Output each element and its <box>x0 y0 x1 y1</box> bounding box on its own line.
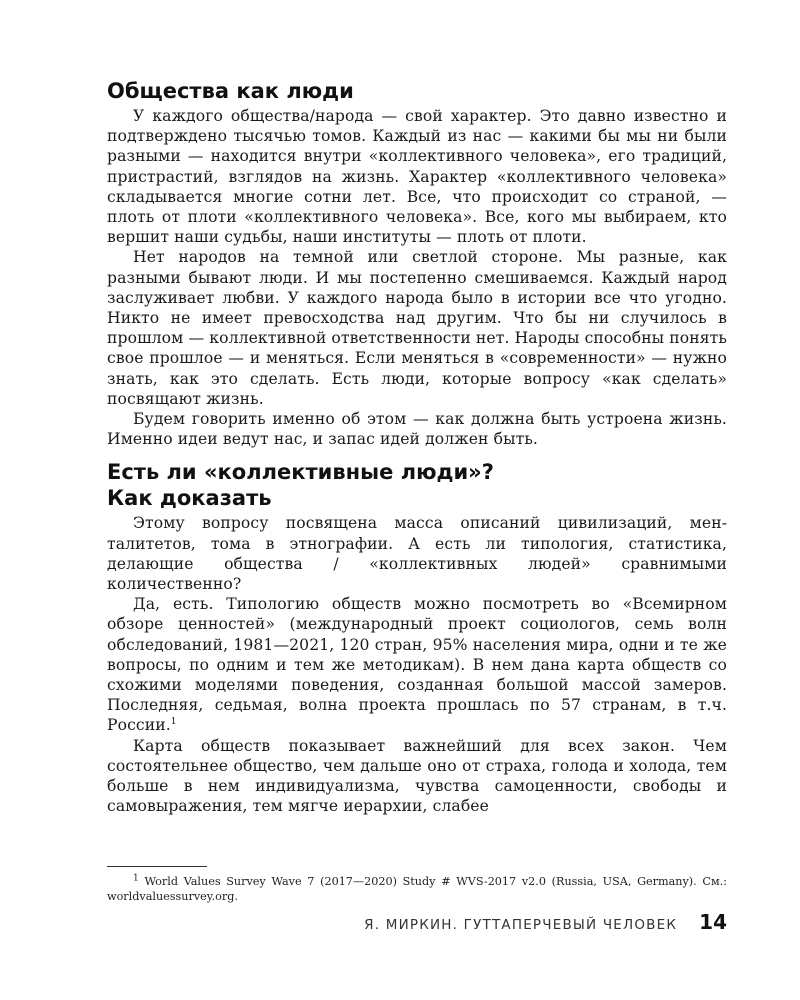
heading-line-2: Как доказать <box>107 486 272 511</box>
paragraph: Карта обществ показывает важнейший для всех закон. Чем состоятельнее общество, чем дальше оно от страха, голода и холода, тем больше в нем индивидуализма, чувства самоценности, свободы и самовыражения, тем мягче иерархии, слабее <box>107 736 727 816</box>
page-body <box>107 78 727 817</box>
footnote-marker: 1 <box>133 873 139 884</box>
footnote-text: World Values Survey Wave 7 (2017—2020) Study # WVS-2017 v2.0 (Russia, USA, Germany). См.: worldvaluessurvey.org. <box>107 875 727 903</box>
paragraph-with-footnote <box>107 594 727 735</box>
running-footer <box>107 910 727 934</box>
footnote <box>107 874 727 904</box>
paragraph: У каждого общества/народа — свой характер. Это давно известно и подтверждено тысячью томов. Каждый из нас — какими бы мы ни были разными — находится внутри «коллективного человека», его традиций, пристрастий, взглядов на жизнь. Характер «коллективного человека» складывается многие сотни лет. Все, что происходит со страной, — плоть от плоти «коллективного человека». Все, кого мы выбираем, кто вершит наши судьбы, наши институты — плоть от плоти. <box>107 107 727 247</box>
footer-book-info <box>364 917 677 933</box>
section-heading-societies-as-people: Общества как люди <box>107 79 354 103</box>
paragraph: Нет народов на темной или светлой стороне. Мы разные, как разными бывают люди. И мы постепенно смешиваемся. Каждый народ заслуживает любви. У каждого народа было в истории все что угодно. Никто не имеет превосходства над другим. Что бы ни случилось в прошлом — коллективной ответственности нет. Народы способны понять свое прошлое — и меняться. Если меняться в «современности» — нужно знать, как это сделать. Есть люди, которые вопросу «как сделать» посвящают жизнь. <box>107 248 727 408</box>
section-heading-collective-people <box>107 459 727 511</box>
paragraph: Этому вопросу посвящена масса описаний цивилизаций, менталитетов, тома в этнографии. А есть ли типология, статистика, делающие общества / «коллективных людей» сравнимыми количественно? <box>107 514 727 594</box>
footer-author: Я. МИРКИН. <box>364 917 459 933</box>
heading-line-1: Есть ли «коллективные люди»? <box>107 460 494 485</box>
paragraph: Будем говорить именно об этом — как должна быть устроена жизнь. Именно идеи ведут нас, и запас идей должен быть. <box>107 410 727 449</box>
page-number: 14 <box>699 910 727 934</box>
footer-book-title: ГУТТАПЕРЧЕВЫЙ ЧЕЛОВЕК <box>463 917 678 933</box>
footnote-reference: 1 <box>170 717 177 728</box>
footnote-divider <box>107 866 207 867</box>
paragraph-text: Да, есть. Типологию обществ можно посмотреть во «Всемирном обзоре ценностей» (международный проект социологов, семь волн обследований, 1981—2021, 120 стран, 95% населения мира, одни и те же вопросы, по одним и тем же методикам). В нем дана карта обществ со схожими моделями поведения, созданная большой массой замеров. Последняя, седьмая, волна проекта прошлась по 57 странам, в т.ч. России. <box>107 595 727 735</box>
